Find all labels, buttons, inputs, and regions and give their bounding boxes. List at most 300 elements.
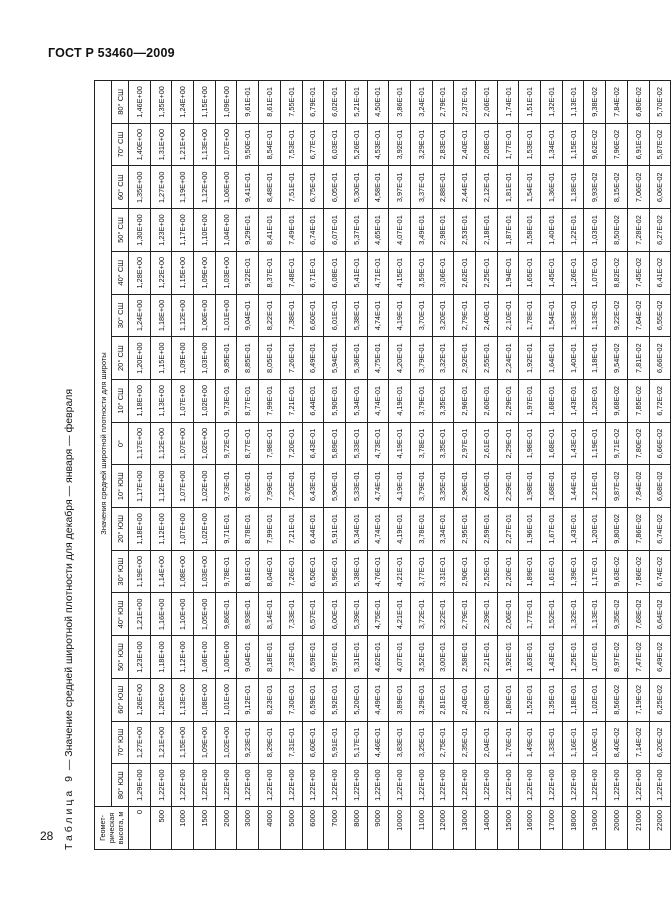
- density-cell: 5,26E-01: [345, 123, 367, 166]
- density-cell: 2,79E-01: [454, 294, 476, 337]
- density-cell: 6,59E-01: [302, 636, 324, 679]
- latitude-header: 20° СШ: [112, 337, 129, 380]
- density-cell: 1,21E+00: [150, 721, 172, 764]
- density-cell: 4,58E-01: [367, 166, 389, 209]
- density-cell: 4,19E-01: [389, 465, 411, 508]
- density-cell: 2,79E-01: [454, 593, 476, 636]
- density-cell: 9,63E-02: [606, 550, 628, 593]
- density-cell: 1,17E+00: [172, 209, 194, 252]
- density-cell: 7,33E-01: [280, 593, 302, 636]
- density-cell: 1,04E+00: [215, 209, 237, 252]
- density-cell: 3,83E-01: [389, 721, 411, 764]
- density-cell: 6,68E-02: [649, 465, 671, 508]
- density-cell: 3,70E-01: [410, 294, 432, 337]
- density-cell: 9,41E-01: [237, 166, 259, 209]
- density-cell: 1,32E-01: [562, 593, 584, 636]
- density-cell: 2,18E-01: [476, 209, 498, 252]
- density-cell: 1,30E+00: [129, 209, 151, 252]
- density-cell: 3,92E-01: [389, 123, 411, 166]
- density-cell: 1,05E+00: [194, 593, 216, 636]
- density-cell: 1,23E+00: [129, 636, 151, 679]
- density-cell: 5,87E-02: [649, 123, 671, 166]
- density-cell: 6,41E-02: [649, 251, 671, 294]
- density-cell: 8,05E-01: [259, 337, 281, 380]
- density-cell: 1,07E-01: [584, 636, 606, 679]
- table-caption-area: [49, 80, 89, 850]
- density-cell: 1,22E+00: [194, 764, 216, 807]
- density-cell: 3,00E-01: [432, 636, 454, 679]
- density-cell: 1,87E-01: [497, 209, 519, 252]
- density-cell: 9,04E-01: [237, 294, 259, 337]
- table-row: [345, 81, 367, 850]
- density-cell: 1,07E+00: [172, 508, 194, 551]
- density-cell: 6,64E-02: [649, 593, 671, 636]
- density-cell: 8,14E-01: [259, 593, 281, 636]
- density-cell: 9,73E-01: [215, 465, 237, 508]
- density-cell: 1,22E+00: [150, 251, 172, 294]
- density-cell: 6,02E-01: [324, 81, 346, 124]
- table-row: [519, 81, 541, 850]
- density-cell: 9,71E-02: [606, 422, 628, 465]
- density-cell: 6,07E-01: [324, 209, 346, 252]
- density-cell: 3,34E-01: [432, 508, 454, 551]
- table-row: [541, 81, 563, 850]
- table-row: [606, 81, 628, 850]
- density-cell: 1,39E-01: [562, 550, 584, 593]
- table-row: [194, 81, 216, 850]
- density-cell: 7,81E-02: [627, 337, 649, 380]
- density-cell: 3,79E-01: [410, 337, 432, 380]
- density-cell: 5,92E-01: [324, 678, 346, 721]
- density-cell: 2,10E-01: [497, 294, 519, 337]
- height-cell: 4000: [259, 807, 281, 850]
- density-cell: 3,37E-01: [410, 166, 432, 209]
- density-cell: 2,60E-01: [476, 465, 498, 508]
- latitude-header: 70° СШ: [112, 123, 129, 166]
- density-cell: 5,97E-01: [324, 636, 346, 679]
- latitude-header: 80° СШ: [112, 81, 129, 124]
- density-cell: 2,21E-01: [476, 636, 498, 679]
- density-cell: 1,28E+00: [129, 251, 151, 294]
- density-cell: 1,00E+00: [215, 636, 237, 679]
- density-cell: 9,86E-01: [215, 593, 237, 636]
- density-cell: 1,03E+00: [194, 550, 216, 593]
- density-cell: 1,06E+00: [194, 636, 216, 679]
- density-cell: 1,12E+00: [150, 508, 172, 551]
- density-cell: 8,61E-01: [259, 81, 281, 124]
- density-cell: 1,26E+00: [129, 678, 151, 721]
- density-cell: 4,19E-01: [389, 508, 411, 551]
- density-cell: 9,22E-01: [237, 251, 259, 294]
- density-cell: 2,40E-01: [476, 294, 498, 337]
- density-cell: 1,21E-01: [584, 465, 606, 508]
- density-cell: 8,85E-01: [237, 337, 259, 380]
- density-cell: 1,07E+00: [215, 123, 237, 166]
- density-cell: 2,24E-01: [497, 337, 519, 380]
- latitude-header: 30° СШ: [112, 294, 129, 337]
- density-cell: 1,22E+00: [454, 764, 476, 807]
- density-cell: 4,19E-01: [389, 422, 411, 465]
- density-cell: 2,97E-01: [454, 422, 476, 465]
- latitude-header: 60° СШ: [112, 166, 129, 209]
- density-cell: 2,61E-01: [476, 422, 498, 465]
- density-cell: 6,60E-01: [302, 294, 324, 337]
- density-cell: 7,14E-02: [627, 721, 649, 764]
- density-cell: 5,34E-01: [345, 508, 367, 551]
- density-cell: 2,75E-01: [432, 721, 454, 764]
- density-cell: 9,80E-02: [606, 508, 628, 551]
- density-cell: 4,50E-01: [367, 81, 389, 124]
- density-cell: 1,92E-01: [497, 636, 519, 679]
- latitude-header: 0°: [112, 422, 129, 465]
- density-cell: 1,33E-01: [562, 294, 584, 337]
- density-cell: 6,05E-01: [324, 166, 346, 209]
- density-cell: 1,22E+00: [562, 764, 584, 807]
- density-cell: 1,12E+00: [150, 422, 172, 465]
- density-cell: 7,20E-01: [280, 422, 302, 465]
- density-cell: 1,32E-01: [541, 81, 563, 124]
- density-cell: 5,36E-01: [345, 337, 367, 380]
- height-cell: 3000: [237, 807, 259, 850]
- density-cell: 1,20E-01: [584, 379, 606, 422]
- table-row: [259, 81, 281, 850]
- density-cell: 1,25E-01: [562, 636, 584, 679]
- table-row: [302, 81, 324, 850]
- density-cell: 7,45E-02: [627, 251, 649, 294]
- height-cell: 21000: [627, 807, 649, 850]
- density-cell: 5,20E-01: [345, 678, 367, 721]
- density-cell: 6,03E-01: [324, 123, 346, 166]
- latitude-header: 50° СШ: [112, 209, 129, 252]
- density-cell: 1,78E-01: [519, 294, 541, 337]
- density-cell: 9,61E-01: [237, 81, 259, 124]
- density-cell: 1,13E+00: [194, 123, 216, 166]
- density-cell: 5,94E-01: [324, 337, 346, 380]
- density-cell: 2,96E-01: [454, 379, 476, 422]
- density-cell: 2,79E-01: [432, 81, 454, 124]
- density-cell: 8,29E-01: [259, 721, 281, 764]
- density-cell: 1,22E+00: [215, 764, 237, 807]
- density-cell: 1,43E-01: [562, 379, 584, 422]
- density-cell: 7,68E-02: [627, 593, 649, 636]
- density-cell: 6,74E-02: [649, 508, 671, 551]
- density-cell: 1,18E-01: [584, 337, 606, 380]
- density-cell: 3,59E-01: [410, 251, 432, 294]
- density-cell: 3,78E-01: [410, 508, 432, 551]
- density-cell: 4,65E-01: [367, 209, 389, 252]
- density-cell: 3,35E-01: [432, 379, 454, 422]
- density-cell: 9,87E-02: [606, 465, 628, 508]
- height-cell: 7000: [324, 807, 346, 850]
- table-row: [432, 81, 454, 850]
- table-row: [324, 81, 346, 850]
- latitude-header: 70° ЮШ: [112, 721, 129, 764]
- density-cell: 7,30E-01: [280, 678, 302, 721]
- density-cell: 4,74E-01: [367, 294, 389, 337]
- density-cell: 1,20E+00: [150, 678, 172, 721]
- table-row: [150, 81, 172, 850]
- density-cell: 1,00E-01: [584, 721, 606, 764]
- density-cell: 1,16E+00: [150, 593, 172, 636]
- density-cell: 5,90E-01: [324, 379, 346, 422]
- density-cell: 7,33E-01: [280, 636, 302, 679]
- density-cell: 7,49E-01: [280, 209, 302, 252]
- density-cell: 2,29E-01: [497, 465, 519, 508]
- density-cell: 8,56E-02: [606, 678, 628, 721]
- page-number: 28: [40, 829, 54, 843]
- density-cell: 2,06E-01: [497, 593, 519, 636]
- table-row: [649, 81, 671, 850]
- density-cell: 1,54E-01: [519, 166, 541, 209]
- height-cell: 6000: [302, 807, 324, 850]
- density-cell: 1,53E-01: [519, 123, 541, 166]
- density-cell: 1,43E-01: [541, 636, 563, 679]
- table-row: [627, 81, 649, 850]
- density-cell: 6,00E-01: [324, 593, 346, 636]
- density-cell: 1,07E+00: [172, 422, 194, 465]
- density-cell: 2,92E-01: [454, 337, 476, 380]
- density-cell: 5,89E-01: [324, 422, 346, 465]
- density-cell: 1,22E+00: [237, 764, 259, 807]
- density-cell: 1,27E+00: [150, 166, 172, 209]
- density-cell: 6,08E-01: [324, 251, 346, 294]
- density-cell: 6,91E-02: [627, 123, 649, 166]
- density-cell: 8,48E-01: [259, 166, 281, 209]
- density-cell: 7,86E-02: [627, 550, 649, 593]
- height-cell: 12000: [432, 807, 454, 850]
- density-cell: 2,62E-01: [454, 251, 476, 294]
- density-cell: 2,44E-01: [454, 166, 476, 209]
- density-cell: 9,12E-01: [237, 678, 259, 721]
- density-cell: 1,14E+00: [150, 550, 172, 593]
- density-cell: 1,12E+00: [150, 465, 172, 508]
- density-cell: 4,75E-01: [367, 337, 389, 380]
- density-cell: 1,26E-01: [562, 251, 584, 294]
- density-cell: 4,07E-01: [389, 636, 411, 679]
- height-cell: 1500: [194, 807, 216, 850]
- latitude-header: 80° ЮШ: [112, 764, 129, 807]
- density-cell: 9,35E-02: [606, 593, 628, 636]
- table-row: [172, 81, 194, 850]
- density-cell: 1,44E-01: [562, 465, 584, 508]
- density-cell: 8,76E-01: [237, 465, 259, 508]
- density-cell: 4,74E-01: [367, 379, 389, 422]
- density-cell: 6,43E-01: [302, 465, 324, 508]
- density-cell: 2,53E-01: [454, 209, 476, 252]
- density-cell: 2,12E-01: [476, 166, 498, 209]
- density-cell: 3,29E-01: [410, 678, 432, 721]
- density-cell: 1,07E-01: [584, 251, 606, 294]
- latitude-header: 30° ЮШ: [112, 550, 129, 593]
- density-cell: 5,39E-01: [345, 593, 367, 636]
- density-cell: 1,09E+00: [172, 337, 194, 380]
- density-cell: 2,25E-01: [476, 251, 498, 294]
- height-cell: 0: [129, 807, 151, 850]
- table-row: [215, 81, 237, 850]
- density-cell: 3,77E-01: [410, 550, 432, 593]
- density-cell: 1,22E+00: [410, 764, 432, 807]
- density-cell: 1,77E-01: [497, 123, 519, 166]
- height-cell: 14000: [476, 807, 498, 850]
- height-cell: 17000: [541, 807, 563, 850]
- density-cell: 7,38E-01: [280, 294, 302, 337]
- table-row: [562, 81, 584, 850]
- density-cell: 8,81E-01: [237, 550, 259, 593]
- density-cell: 1,19E+00: [129, 550, 151, 593]
- density-cell: 7,86E-02: [627, 508, 649, 551]
- density-cell: 3,78E-01: [410, 422, 432, 465]
- density-cell: 3,25E-01: [410, 721, 432, 764]
- density-cell: 8,37E-01: [259, 251, 281, 294]
- density-cell: 1,12E+00: [194, 166, 216, 209]
- density-cell: 1,19E-01: [584, 422, 606, 465]
- density-cell: 1,43E-01: [562, 422, 584, 465]
- density-cell: 2,06E-01: [476, 81, 498, 124]
- density-cell: 7,26E-01: [280, 550, 302, 593]
- density-cell: 1,35E+00: [150, 81, 172, 124]
- density-cell: 7,84E-02: [606, 81, 628, 124]
- density-cell: 4,74E-01: [367, 508, 389, 551]
- density-cell: 1,15E+00: [194, 81, 216, 124]
- density-cell: 9,54E-02: [606, 337, 628, 380]
- density-cell: 1,65E-01: [519, 251, 541, 294]
- density-cell: 3,24E-01: [410, 81, 432, 124]
- density-cell: 1,19E+00: [172, 166, 194, 209]
- density-cell: 1,07E+00: [172, 465, 194, 508]
- density-cell: 1,10E+00: [194, 209, 216, 252]
- density-cell: 1,68E-01: [541, 465, 563, 508]
- density-cell: 7,99E-01: [259, 508, 281, 551]
- table-row: [584, 81, 606, 850]
- density-cell: 7,28E-02: [627, 209, 649, 252]
- table-row: [237, 81, 259, 850]
- density-cell: 4,20E-01: [389, 337, 411, 380]
- density-cell: 8,93E-01: [237, 593, 259, 636]
- density-cell: 8,82E-02: [606, 251, 628, 294]
- density-cell: 1,18E+00: [129, 508, 151, 551]
- density-cell: 2,83E-01: [432, 123, 454, 166]
- density-cell: 4,46E-01: [367, 721, 389, 764]
- density-cell: 1,92E-01: [519, 337, 541, 380]
- density-cell: 1,52E-01: [519, 678, 541, 721]
- density-cell: 2,27E-01: [497, 508, 519, 551]
- latitude-header-row: [112, 81, 129, 850]
- density-cell: 2,40E-01: [454, 123, 476, 166]
- density-cell: 7,51E-01: [280, 166, 302, 209]
- density-cell: 7,53E-01: [280, 123, 302, 166]
- density-cell: 1,08E+00: [172, 550, 194, 593]
- density-cell: 4,49E-01: [367, 678, 389, 721]
- density-cell: 5,91E-01: [324, 721, 346, 764]
- density-cell: 2,35E-01: [454, 721, 476, 764]
- height-cell: 13000: [454, 807, 476, 850]
- density-cell: 1,49E-01: [519, 721, 541, 764]
- density-cell: 2,08E-01: [476, 123, 498, 166]
- height-cell: 22000: [649, 807, 671, 850]
- density-cell: 6,72E-02: [649, 379, 671, 422]
- table-caption-text: — Значение средней широтной плотности для декабря — января — февраля: [63, 388, 75, 771]
- density-cell: 4,21E-01: [389, 593, 411, 636]
- density-cell: 5,33E-01: [345, 422, 367, 465]
- density-cell: 7,99E-01: [259, 465, 281, 508]
- table-caption-label: Таблица 9: [63, 773, 75, 850]
- density-cell: 7,31E-01: [280, 721, 302, 764]
- density-cell: 1,03E-01: [584, 209, 606, 252]
- density-cell: 9,71E-01: [215, 508, 237, 551]
- density-cell: 2,39E-01: [476, 593, 498, 636]
- density-cell: 9,85E-01: [215, 337, 237, 380]
- height-column-header: Геомет-рическая высота, м: [95, 807, 129, 850]
- density-cell: 1,80E-01: [497, 678, 519, 721]
- density-cell: 4,74E-01: [367, 465, 389, 508]
- table-row: [389, 81, 411, 850]
- density-cell: 1,02E+00: [215, 721, 237, 764]
- density-cell: 1,06E+00: [215, 166, 237, 209]
- density-cell: 6,60E-01: [302, 721, 324, 764]
- density-cell: 1,52E-01: [541, 593, 563, 636]
- density-cell: 1,22E+00: [324, 764, 346, 807]
- density-cell: 1,02E+00: [194, 508, 216, 551]
- density-cell: 5,17E-01: [345, 721, 367, 764]
- density-cell: 7,98E-01: [259, 422, 281, 465]
- density-cell: 7,64E-02: [627, 294, 649, 337]
- density-cell: 1,22E+00: [497, 764, 519, 807]
- density-cell: 7,20E-01: [280, 465, 302, 508]
- density-cell: 6,75E-01: [302, 166, 324, 209]
- density-cell: 1,08E+00: [194, 678, 216, 721]
- density-cell: 6,44E-01: [302, 379, 324, 422]
- density-cell: 8,40E-02: [606, 721, 628, 764]
- density-cell: 2,96E-01: [454, 465, 476, 508]
- height-cell: 19000: [584, 807, 606, 850]
- density-cell: 1,22E+00: [302, 764, 324, 807]
- table-row: [410, 81, 432, 850]
- density-cell: 8,77E-01: [237, 422, 259, 465]
- density-cell: 7,85E-02: [627, 379, 649, 422]
- density-cell: 7,55E-01: [280, 81, 302, 124]
- density-cell: 1,16E-01: [562, 721, 584, 764]
- density-cell: 9,73E-01: [215, 379, 237, 422]
- density-cell: 1,64E-01: [541, 337, 563, 380]
- density-cell: 1,12E+00: [172, 294, 194, 337]
- density-cell: 1,27E+00: [129, 721, 151, 764]
- density-cell: 1,13E-01: [562, 81, 584, 124]
- density-cell: 1,67E-01: [541, 508, 563, 551]
- density-table: [94, 80, 671, 850]
- density-cell: 7,80E-02: [627, 422, 649, 465]
- density-cell: 4,75E-01: [367, 593, 389, 636]
- standard-header: ГОСТ Р 53460—2009: [48, 46, 175, 60]
- density-cell: 1,13E-01: [584, 294, 606, 337]
- density-cell: 3,22E-01: [432, 593, 454, 636]
- density-cell: 9,22E-02: [606, 294, 628, 337]
- density-cell: 1,02E+00: [194, 465, 216, 508]
- density-cell: 7,84E-02: [627, 465, 649, 508]
- density-cell: 7,26E-01: [280, 337, 302, 380]
- density-cell: 1,94E-01: [497, 251, 519, 294]
- density-cell: 1,40E+00: [129, 123, 151, 166]
- density-cell: 1,29E+00: [129, 764, 151, 807]
- height-cell: 500: [150, 807, 172, 850]
- density-cell: 1,02E+00: [194, 422, 216, 465]
- density-cell: 5,90E-01: [324, 465, 346, 508]
- latitude-group-header: Значения средней широтной плотности для широты: [95, 81, 112, 807]
- latitude-header: 10° ЮШ: [112, 465, 129, 508]
- density-cell: 1,18E+00: [129, 379, 151, 422]
- density-cell: 5,37E-01: [345, 209, 367, 252]
- density-cell: 3,29E-01: [410, 123, 432, 166]
- density-cell: 6,57E-01: [302, 593, 324, 636]
